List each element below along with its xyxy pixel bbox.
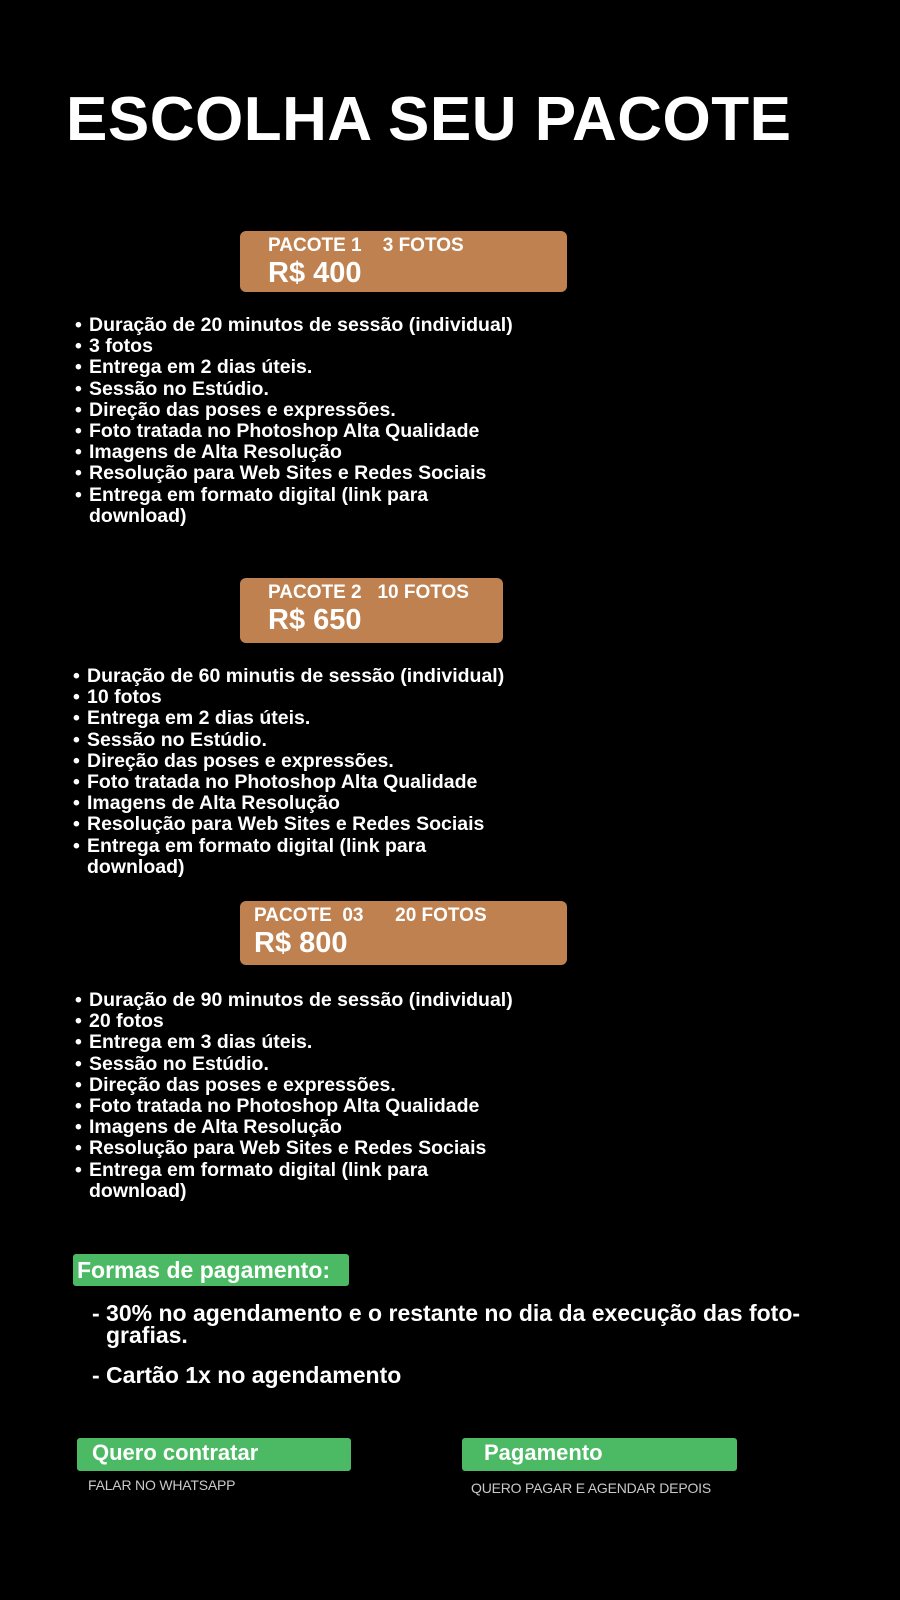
list-item: • Foto tratada no Photoshop Alta Qualidade <box>73 771 478 794</box>
package-2-price: R$ 650 <box>268 604 362 636</box>
list-item: • Resolução para Web Sites e Redes Sociais <box>73 813 485 836</box>
list-item: • Direção das poses e expressões. <box>75 1073 396 1096</box>
list-item: • Duração de 90 minutos de sessão (individual) <box>75 989 513 1011</box>
package-3-price: R$ 800 <box>254 927 348 959</box>
list-item: • Entrega em formato digital (link para download) <box>73 834 427 878</box>
list-item: • Sessão no Estúdio. <box>75 1052 269 1075</box>
list-item: • Sessão no Estúdio. <box>75 377 269 400</box>
hire-button[interactable]: Quero contratar <box>77 1438 351 1471</box>
list-item: • Direção das poses e expressões. <box>75 398 396 421</box>
list-item: • Duração de 20 minutos de sessão (individual) <box>75 314 513 336</box>
hire-button-subtitle: FALAR NO WHATSAPP <box>88 1477 236 1493</box>
list-item: • Imagens de Alta Resolução <box>73 792 340 815</box>
payment-button-subtitle: QUERO PAGAR E AGENDAR DEPOIS <box>471 1480 711 1496</box>
list-item: • Imagens de Alta Resolução <box>75 1116 342 1139</box>
list-item: • Resolução para Web Sites e Redes Sociais <box>75 462 487 485</box>
list-item: • 10 fotos <box>73 686 162 709</box>
list-item: • Foto tratada no Photoshop Alta Qualidade <box>75 1095 480 1118</box>
list-item: • Entrega em 2 dias úteis. <box>75 356 313 379</box>
package-3-features <box>75 990 513 1202</box>
list-item: • Sessão no Estúdio. <box>73 728 267 751</box>
package-1-price: R$ 400 <box>268 257 362 289</box>
package-3-name: PACOTE 03 20 FOTOS <box>254 905 487 926</box>
package-2-header <box>240 578 503 643</box>
list-item: • Foto tratada no Photoshop Alta Qualidade <box>75 420 480 443</box>
list-item: • Entrega em 2 dias úteis. <box>73 707 311 730</box>
list-item: • 3 fotos <box>75 335 153 358</box>
payment-button[interactable]: Pagamento <box>462 1438 737 1471</box>
list-item: • Resolução para Web Sites e Redes Sociais <box>75 1137 487 1160</box>
package-2-name: PACOTE 2 10 FOTOS <box>268 582 469 603</box>
list-item: • Imagens de Alta Resolução <box>75 441 342 464</box>
payment-methods-label: Formas de pagamento: <box>73 1254 349 1286</box>
list-item: • Entrega em 3 dias úteis. <box>75 1031 313 1054</box>
package-3-header <box>240 901 567 965</box>
payment-option-deposit: - 30% no agendamento e o restante no dia da execução das foto- grafias. <box>92 1300 801 1348</box>
package-1-header <box>240 231 567 292</box>
list-item: • Entrega em formato digital (link para download) <box>75 483 429 527</box>
package-1-name: PACOTE 1 3 FOTOS <box>268 235 464 256</box>
page-title: ESCOLHA SEU PACOTE <box>66 85 792 154</box>
list-item: • Entrega em formato digital (link para download) <box>75 1158 429 1202</box>
list-item: • 20 fotos <box>75 1010 164 1033</box>
package-1-features <box>75 315 513 527</box>
list-item: • Direção das poses e expressões. <box>73 749 394 772</box>
payment-option-card: - Cartão 1x no agendamento <box>92 1362 402 1388</box>
package-2-features <box>73 666 504 878</box>
list-item: • Duração de 60 minutis de sessão (individual) <box>73 665 505 687</box>
